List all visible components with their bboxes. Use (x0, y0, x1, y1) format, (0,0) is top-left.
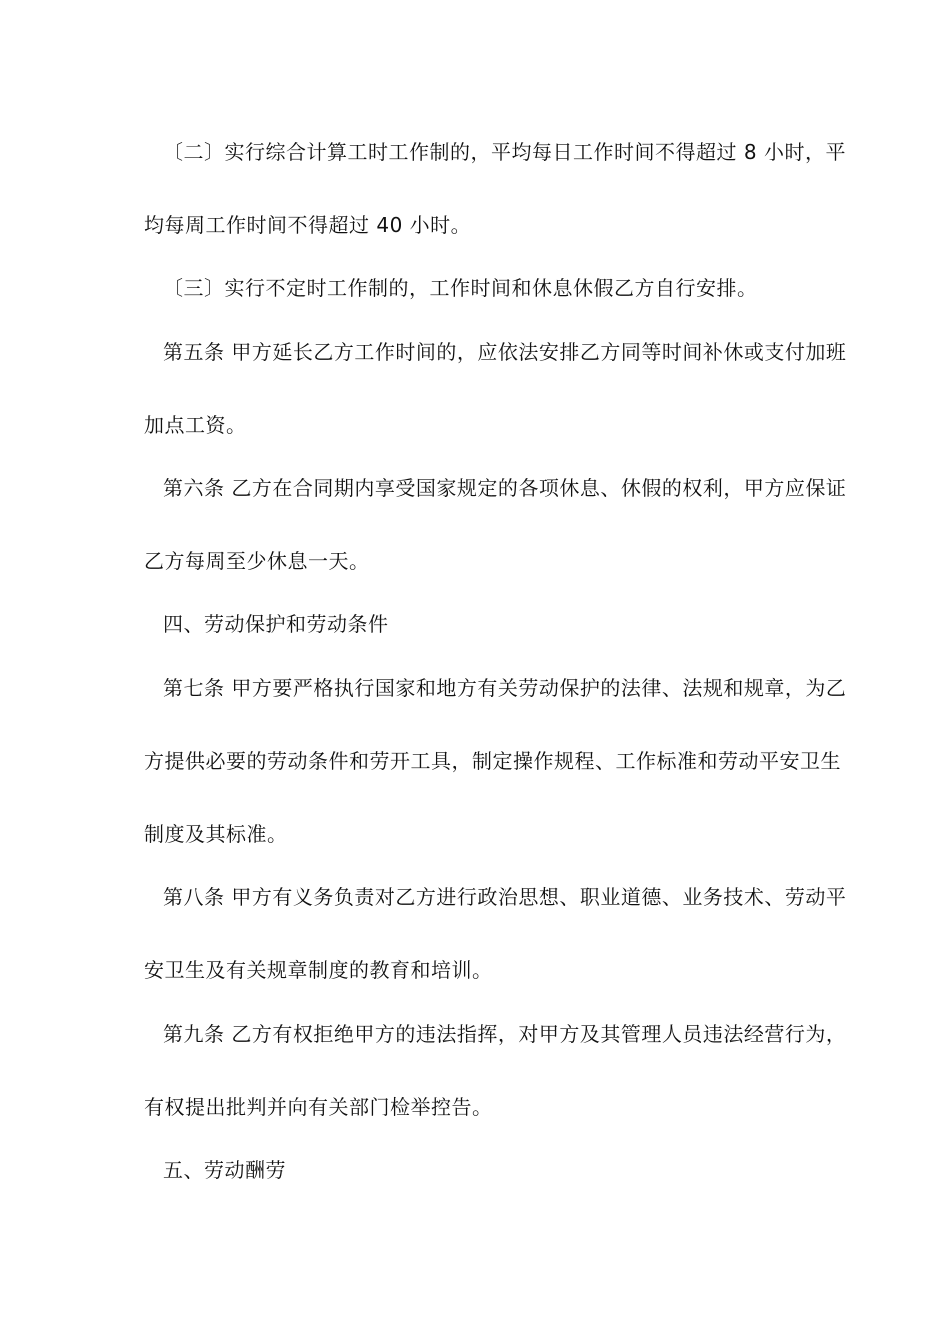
text-line: 第九条 乙方有权拒绝甲方的违法指挥，对甲方及其管理人员违法经营行为， (163, 1022, 847, 1046)
text-line: 方提供必要的劳动条件和劳开工具，制定操作规程、工作标准和劳动平安卫生 (144, 749, 841, 773)
text-line: 第八条 甲方有义务负责对乙方进行政治思想、职业道德、业务技术、劳动平 (163, 885, 847, 909)
text-line: 第五条 甲方延长乙方工作时间的，应依法安排乙方同等时间补休或支付加班 (163, 340, 847, 364)
text-line: 乙方每周至少休息一天。 (144, 549, 370, 573)
text-line: 有权提出批判并向有关部门检举控告。 (144, 1095, 493, 1119)
text-line: 制度及其标准。 (144, 822, 288, 846)
text-line: 〔三〕实行不定时工作制的，工作时间和休息休假乙方自行安排。 (163, 276, 758, 300)
section-heading: 四、劳动保护和劳动条件 (163, 612, 389, 636)
text-line: 〔二〕实行综合计算工时工作制的，平均每日工作时间不得超过 8 小时，平 (163, 140, 846, 164)
text-line: 第七条 甲方要严格执行国家和地方有关劳动保护的法律、法规和规章，为乙 (163, 676, 847, 700)
text-line: 均每周工作时间不得超过 40 小时。 (144, 213, 472, 237)
text-line: 安卫生及有关规章制度的教育和培训。 (144, 958, 493, 982)
section-heading: 五、劳动酬劳 (163, 1158, 286, 1182)
text-line: 第六条 乙方在合同期内享受国家规定的各项休息、休假的权利，甲方应保证 (163, 476, 847, 500)
text-line: 加点工资。 (144, 413, 247, 437)
